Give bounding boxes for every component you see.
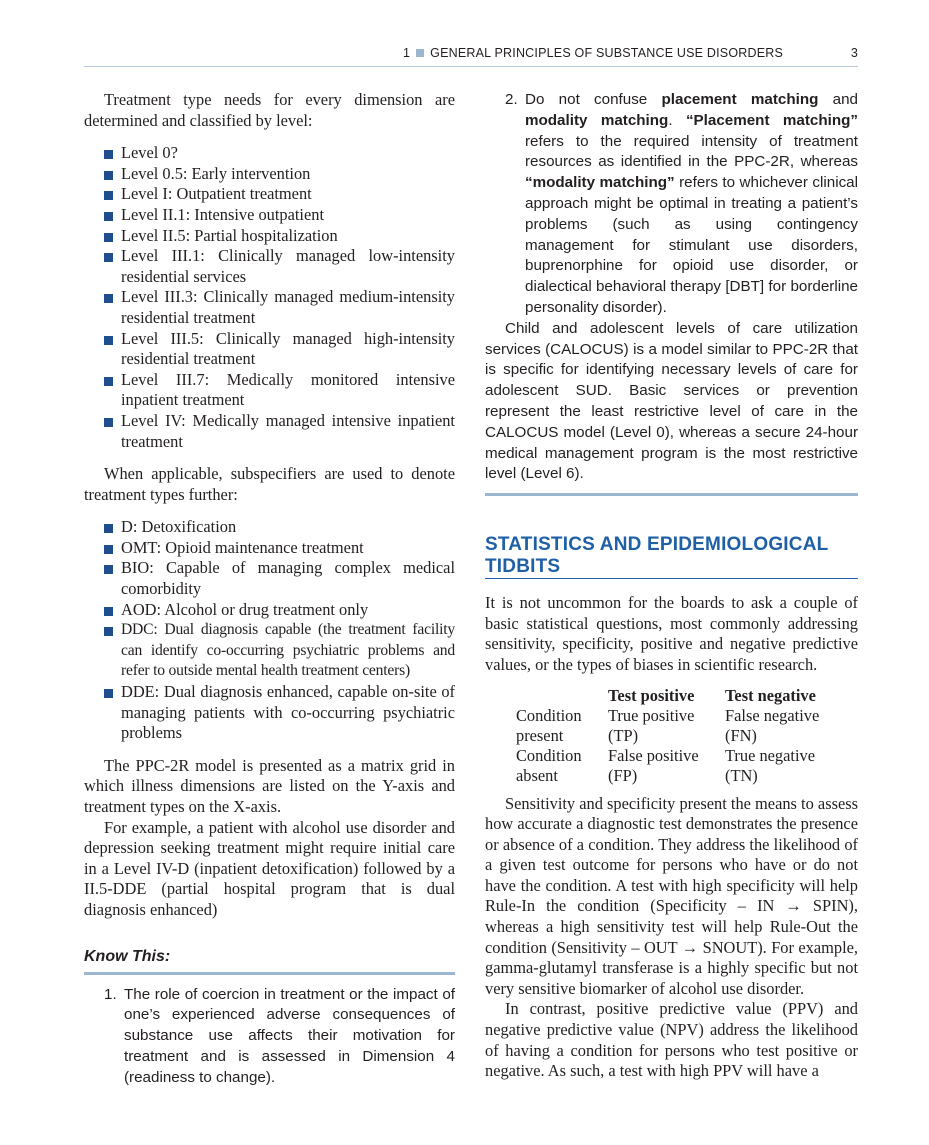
list-item: Level I: Outpatient treatment bbox=[84, 184, 455, 205]
square-bullet-icon bbox=[104, 565, 113, 574]
list-item: Level II.1: Intensive outpatient bbox=[84, 205, 455, 226]
table-row: Condition False positive True negative bbox=[516, 745, 815, 765]
table-header: Test negative bbox=[725, 685, 816, 705]
square-bullet-icon bbox=[104, 294, 113, 303]
know-this-list bbox=[84, 985, 455, 1089]
test-outcome-table bbox=[516, 686, 819, 786]
section-title: STATISTICS AND EPIDEMIOLOGICAL TIDBITS bbox=[485, 534, 829, 578]
know-this-heading: Know This: bbox=[84, 947, 171, 965]
table-header bbox=[516, 686, 608, 706]
square-bullet-icon bbox=[104, 150, 113, 159]
list-item: Level 0.5: Early intervention bbox=[84, 164, 455, 185]
list-item: AOD: Alcohol or drug treatment only bbox=[84, 600, 455, 621]
list-item: DDC: Dual diagnosis capable (the treatment facility can identify co-occurring psychiatric problems and refer to outside mental health treatment centers) bbox=[84, 620, 455, 682]
sensitivity-paragraph: Sensitivity and specificity present the means to assess how accurate a diagnostic test demonstrates the presence or absence of a condition. They address the likelihood of a given test outcome for persons who have or do not have the condition. A test with high specificity will help Rule-In the condition (Specificity – IN → SPIN), whereas a high sensitivity test will help Rule-Out the condition (Sensitivity – OUT → SNOUT). For example, gamma-glutamyl transferase is a highly specific but not very sensitive biomarker of alcohol use disorder. bbox=[485, 793, 858, 998]
square-bullet-icon bbox=[104, 253, 113, 262]
square-bullet-icon bbox=[104, 377, 113, 386]
example-paragraph: For example, a patient with alcohol use disorder and depression seeking treatment might require initial care in a Level IV-D (inpatient detoxification) followed by a II.5-DDE (partial hospital program that is dual diagnosis enhanced) bbox=[84, 817, 455, 919]
calocus-paragraph: Child and adolescent levels of care utilization services (CALOCUS) is a model similar to PPC-2R that is specific for identifying necessary levels of care for adolescent SUD. Basic services or prevention represent the least restrictive level of care in the CALOCUS model (Level 0), whereas a secure 24-hour medical management program is the most restrictive level (Level 6). bbox=[485, 319, 858, 483]
levels-intro: Treatment type needs for every dimension are determined and classified by level: bbox=[84, 90, 455, 130]
square-bullet-icon bbox=[104, 689, 113, 698]
list-item: 2. Do not confuse placement matching and modality matching. “Placement matching” refers to the required intensity of treatment resources as identified in the PPC-2R, whereas “modality matching” refers to whichever clinical approach might be optimal in treating a patient’s problems (such as using contingency management for stimulant use disorders, buprenorphine for opioid use disorder, or dialectical behavioral therapy [DBT] for borderline personality disorder). bbox=[505, 91, 858, 316]
list-item: D: Detoxification bbox=[84, 517, 455, 538]
chapter-number: 1 bbox=[403, 46, 411, 60]
list-item: Level 0? bbox=[84, 143, 455, 164]
list-item: BIO: Capable of managing complex medical comorbidity bbox=[84, 558, 455, 599]
square-bullet-icon bbox=[416, 49, 424, 57]
square-bullet-icon bbox=[104, 627, 113, 636]
table-row: Condition True positive False negative bbox=[516, 705, 820, 725]
list-item: Level II.5: Partial hospitalization bbox=[84, 226, 455, 247]
subspecifiers-list bbox=[84, 517, 455, 744]
chapter-title: GENERAL PRINCIPLES OF SUBSTANCE USE DISORDERS bbox=[430, 46, 783, 60]
list-item: 1. The role of coercion in treatment or the impact of one’s experienced adverse consequences of substance use affects their motivation for treatment and is assessed in Dimension 4 (readiness to change). bbox=[104, 985, 455, 1086]
square-bullet-icon bbox=[104, 418, 113, 427]
table-header-row bbox=[516, 686, 819, 706]
know-this-list-continued bbox=[485, 90, 858, 319]
header-rule bbox=[84, 66, 858, 67]
ppv-paragraph: In contrast, positive predictive value (PPV) and negative predictive value (NPV) address the likelihood of having a condition for persons who test positive or negative. As such, a test with high PPV will have a bbox=[485, 999, 858, 1081]
levels-list bbox=[84, 143, 455, 452]
square-bullet-icon bbox=[104, 524, 113, 533]
right-column bbox=[485, 90, 858, 1082]
title-underline bbox=[485, 578, 858, 579]
running-header bbox=[84, 44, 858, 64]
page-number: 3 bbox=[850, 46, 858, 60]
square-bullet-icon bbox=[104, 191, 113, 200]
table-row: absent (FP) (TN) bbox=[516, 765, 758, 785]
list-item: DDE: Dual diagnosis enhanced, capable on-site of managing patients with co-occurring psychiatric problems bbox=[84, 682, 455, 744]
ppc-paragraph: The PPC-2R model is presented as a matrix grid in which illness dimensions are listed on the Y-axis and treatment types on the X-axis. bbox=[84, 755, 455, 816]
table-row: present (TP) (FN) bbox=[516, 725, 757, 745]
list-item: Level III.7: Medically monitored intensive inpatient treatment bbox=[84, 370, 455, 411]
square-bullet-icon bbox=[104, 212, 113, 221]
square-bullet-icon bbox=[104, 336, 113, 345]
know-this-rule bbox=[84, 972, 455, 975]
list-item: Level IV: Medically managed intensive inpatient treatment bbox=[84, 411, 455, 452]
left-column bbox=[84, 90, 455, 1089]
square-bullet-icon bbox=[104, 171, 113, 180]
subspecifiers-intro: When applicable, subspecifiers are used to denote treatment types further: bbox=[84, 464, 455, 504]
list-item: OMT: Opioid maintenance treatment bbox=[84, 538, 455, 559]
list-item: Level III.3: Clinically managed medium-intensity residential treatment bbox=[84, 287, 455, 328]
chapter-heading bbox=[403, 46, 783, 60]
square-bullet-icon bbox=[104, 545, 113, 554]
square-bullet-icon bbox=[104, 233, 113, 242]
section-rule bbox=[485, 493, 858, 496]
table-header: Test positive bbox=[608, 685, 695, 705]
square-bullet-icon bbox=[104, 607, 113, 616]
list-item: Level III.5: Clinically managed high-intensity residential treatment bbox=[84, 329, 455, 370]
list-item: Level III.1: Clinically managed low-intensity residential services bbox=[84, 246, 455, 287]
stats-intro: It is not uncommon for the boards to ask a couple of basic statistical questions, most commonly addressing sensitivity, specificity, positive and negative predictive values, or the types of biases in scientific research. bbox=[485, 593, 858, 674]
